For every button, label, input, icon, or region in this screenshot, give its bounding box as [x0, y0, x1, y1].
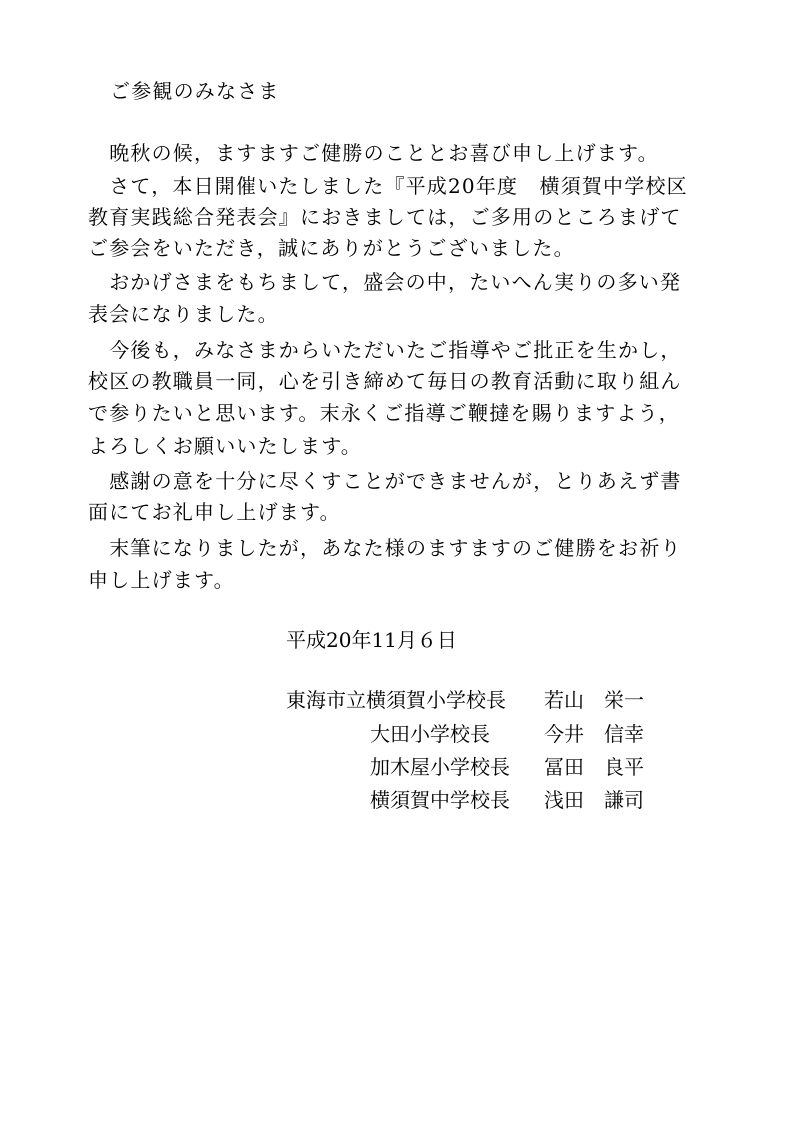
salutation: ご参観のみなさま — [110, 79, 280, 103]
body-line: で参りたいと思います。末永くご指導ご鞭撻を賜りますよう， — [88, 401, 680, 425]
signatory-row — [286, 788, 666, 812]
body-line: 校区の教職員一同，心を引き締めて毎日の教育活動に取り組ん — [88, 369, 682, 393]
signatory-name: 若山 栄一 — [544, 688, 644, 712]
signatory-name: 今井 信幸 — [544, 722, 644, 746]
signatory-row — [286, 688, 666, 712]
letter-date: 平成20年11月６日 — [286, 628, 457, 652]
body-line: 感謝の意を十分に尽くすことができませんが，とりあえず書 — [88, 469, 682, 493]
signatory-row — [286, 755, 666, 779]
signatory-row — [286, 722, 666, 746]
signatory-school: 加木屋小学校長 — [370, 755, 510, 779]
signatory-school: 東海市立横須賀小学校長 — [286, 688, 506, 712]
signatory-school: 大田小学校長 — [370, 722, 490, 746]
signatory-name: 冨田 良平 — [544, 755, 644, 779]
body-line: 今後も，みなさまからいただいたご指導やご批正を生かし， — [88, 338, 682, 362]
body-line: おかげさまをもちまして，盛会の中，たいへん実りの多い発 — [88, 270, 682, 294]
signatory-name: 浅田 謙司 — [544, 788, 644, 812]
body-line: ご参会をいただき，誠にありがとうございました。 — [88, 236, 575, 260]
body-line: 面にてお礼申し上げます。 — [88, 500, 341, 524]
body-line: 晩秋の候，ますますご健勝のこととお喜び申し上げます。 — [88, 141, 659, 165]
signatory-school: 横須賀中学校長 — [370, 788, 510, 812]
body-line: さて，本日開催いたしました『平成20年度 横須賀中学校区 — [88, 174, 688, 198]
body-line: 末筆になりましたが，あなた様のますますのご健勝をお祈り — [88, 536, 682, 560]
body-line: よろしくお願いいたします。 — [88, 434, 362, 458]
body-line: 教育実践総合発表会』におきましては，ご多用のところまげて — [88, 205, 682, 229]
body-line: 表会になりました。 — [88, 302, 279, 326]
body-line: 申し上げます。 — [88, 568, 235, 592]
